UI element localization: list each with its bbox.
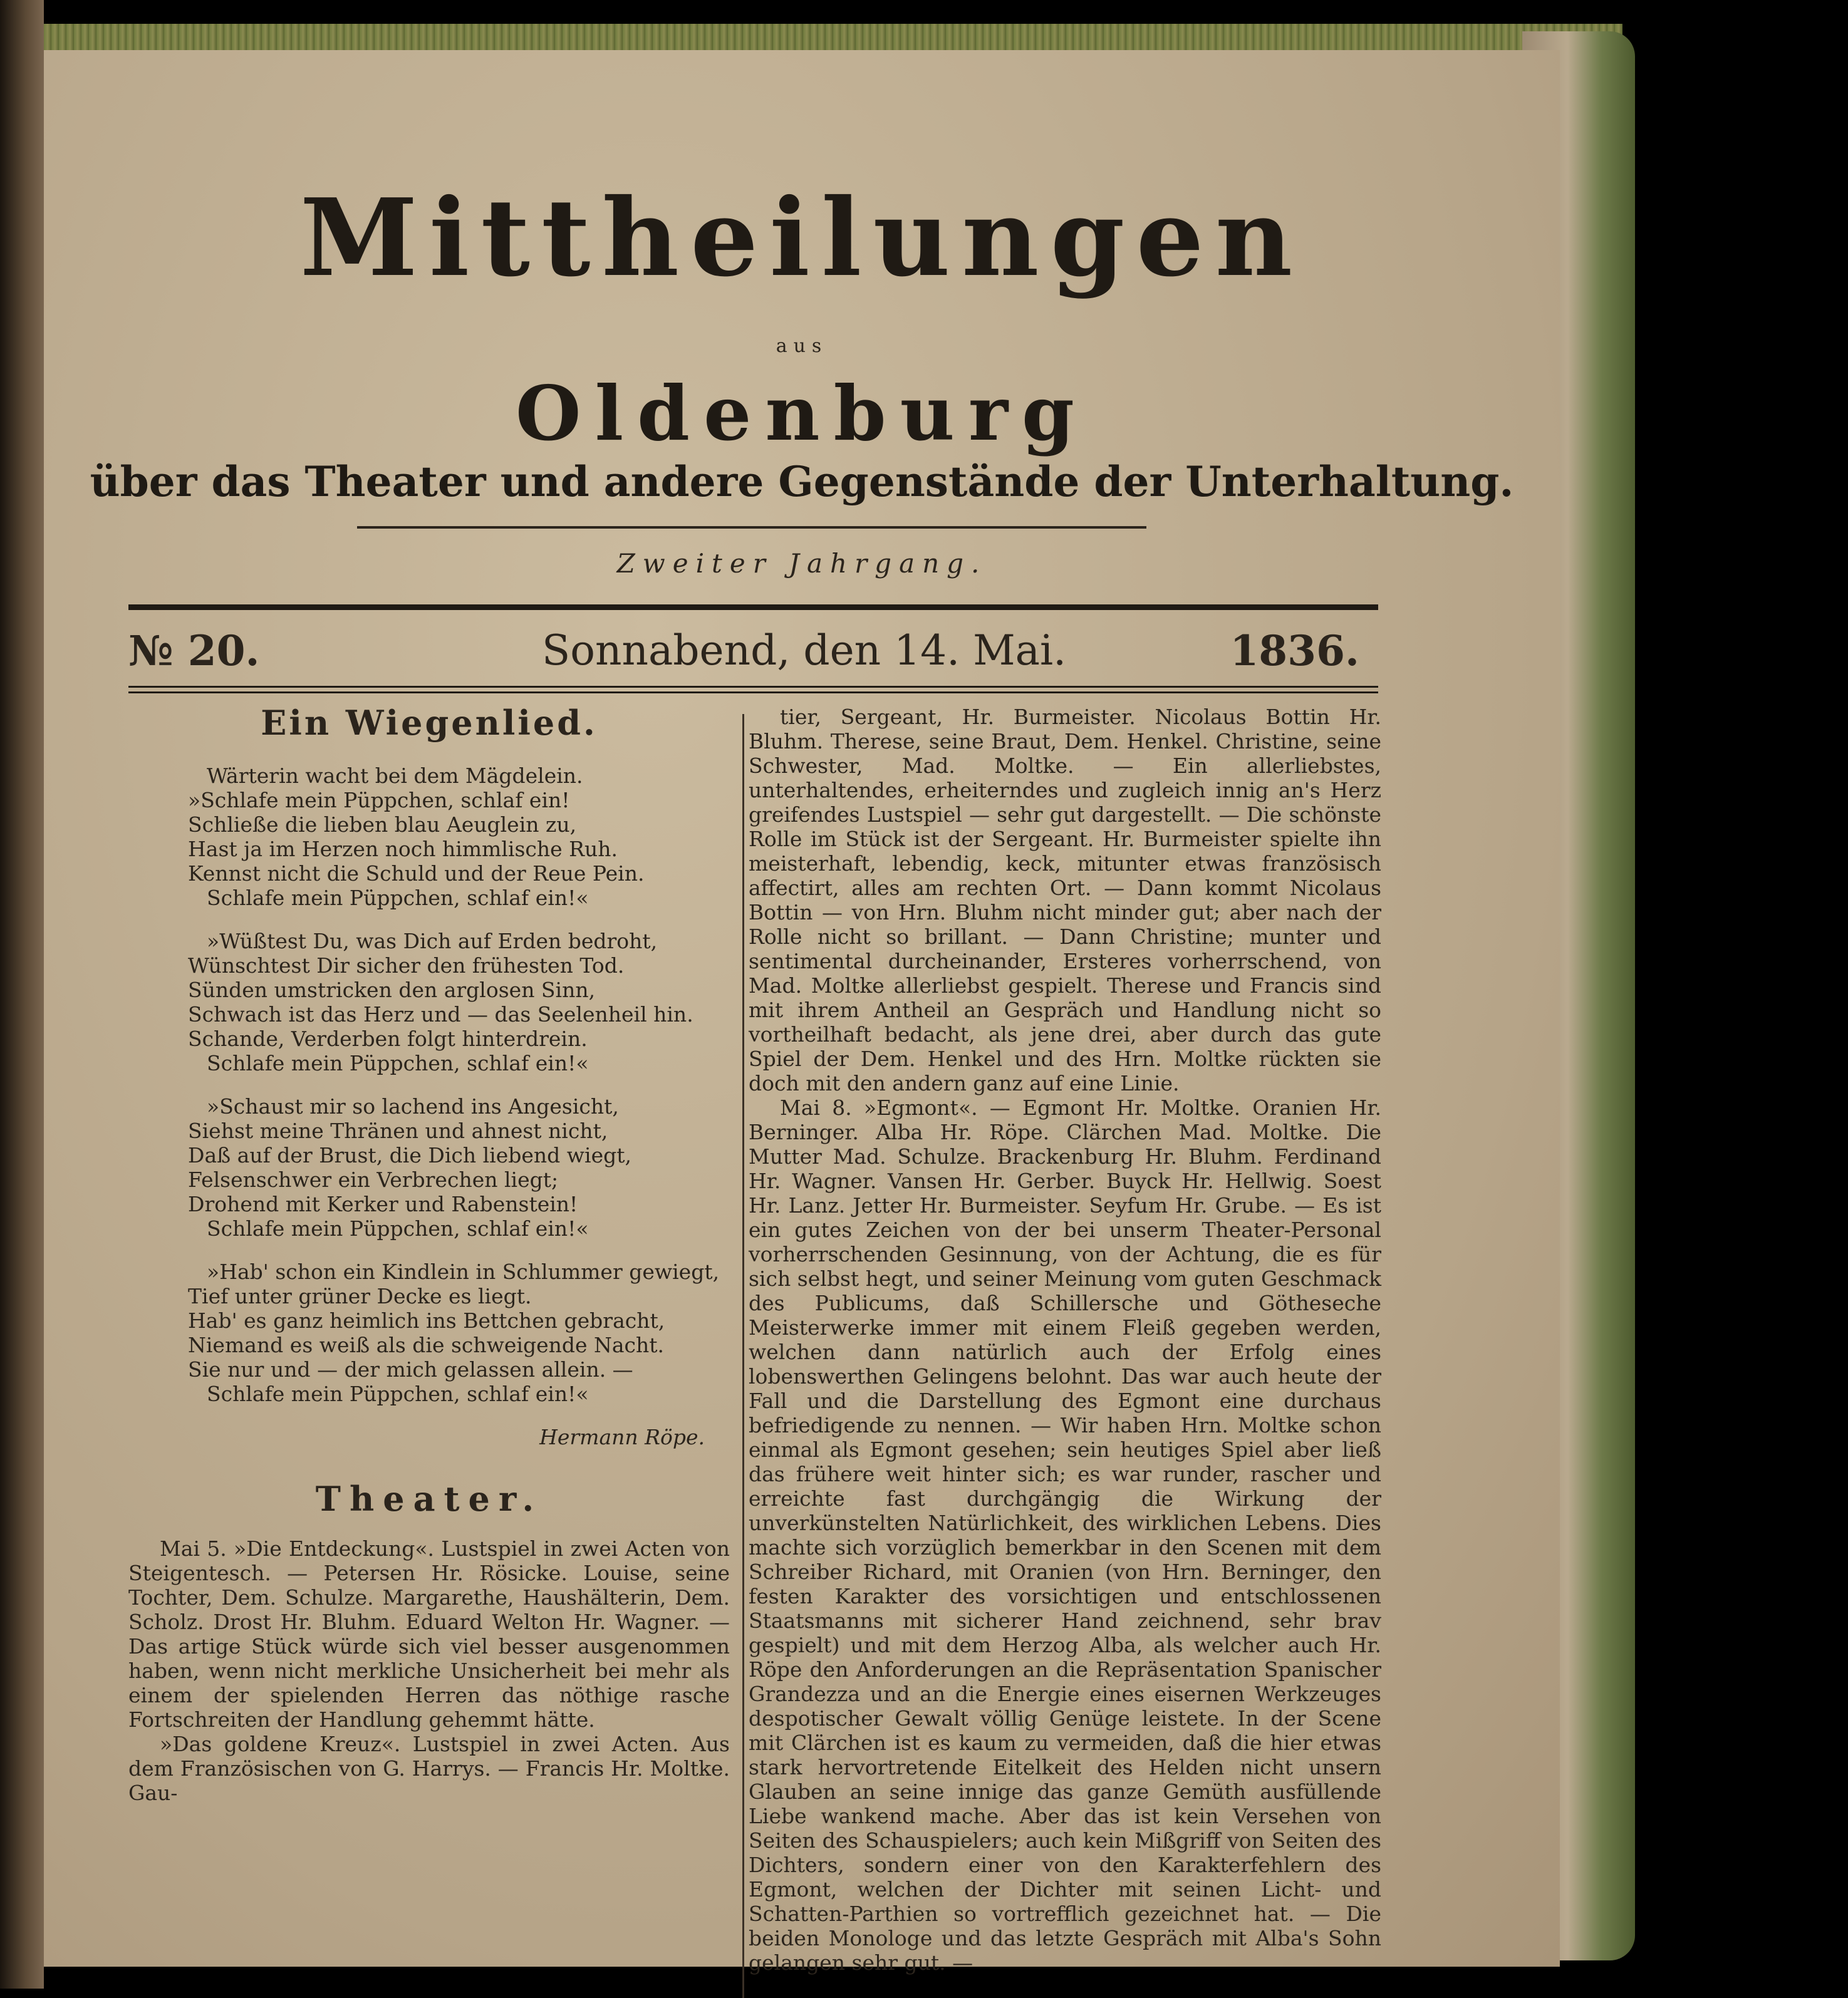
poem-line: »Schlafe mein Püppchen, schlaf ein!: [188, 788, 570, 812]
poem-line: Schlafe mein Püppchen, schlaf ein!«: [207, 1216, 589, 1241]
poem-line: Schlafe mein Püppchen, schlaf ein!«: [207, 1382, 589, 1406]
poem-line: »Hab' schon ein Kindlein in Schlummer gewiegt,: [207, 1260, 720, 1284]
left-column: [128, 703, 730, 1805]
poem-line: Schließe die lieben blau Aeuglein zu,: [188, 812, 577, 837]
dateline-top-rule: [128, 604, 1378, 610]
poem-line: Schande, Verderben folgt hinterdrein.: [188, 1027, 588, 1051]
theater-left-text: [128, 1536, 730, 1805]
poem-line: Daß auf der Brust, die Dich liebend wiegt,: [188, 1143, 631, 1167]
poem-line: Sünden umstricken den arglosen Sinn,: [188, 978, 596, 1002]
dateline: [128, 626, 1378, 689]
book-spine: [0, 0, 44, 1989]
poem-line: Niemand es weiß als die schweigende Nacht.: [188, 1333, 665, 1357]
volume-label: Zweiter Jahrgang.: [616, 548, 987, 579]
newspaper-page: [44, 50, 1560, 1975]
poem-line: Drohend mit Kerker und Rabenstein!: [188, 1192, 578, 1216]
masthead-aus: aus: [776, 335, 828, 357]
poem-line: Tief unter grüner Decke es liegt.: [188, 1284, 532, 1308]
issue-date: Sonnabend, den 14. Mai.: [542, 626, 1067, 675]
masthead-rule: [357, 526, 1146, 529]
poem-line: Wünschtest Dir sicher den frühesten Tod.: [188, 953, 625, 978]
masthead-subtitle: über das Theater und andere Gegenstände der Unterhaltung.: [90, 457, 1514, 506]
text-paragraph: Mai 5. »Die Entdeckung«. Lustspiel in zwei Acten von Steigentesch. — Petersen Hr. Rösicke. Louise, seine Tochter, Dem. Schulze. Margarethe, Haushälterin, Dem. Scholz. Drost Hr. Bluhm. Eduard Welton Hr. Wagner. — Das artige Stück würde sich viel besser ausgenommen haben, wenn nicht merkliche Unsicherheit bei mehr als einem der spielenden Herren das nöthige rasche Fortschreiten der Handlung gehemmt hätte.: [128, 1536, 730, 1732]
text-paragraph: tier, Sergeant, Hr. Burmeister. Nicolaus Bottin Hr. Bluhm. Therese, seine Braut, Dem. Henkel. Christine, seine Schwester, Mad. Moltke. — Ein allerliebstes, unterhaltendes, erheiterndes und zugleich innig an's Herz greifendes Lustspiel — sehr gut dargestellt. — Die schönste Rolle im Stück ist der Sergeant. Hr. Burmeister spielte ihn meisterhaft, lebendig, keck, mitunter etwas französisch affectirt, alles am rechten Ort. — Dann kommt Nicolaus Bottin — von Hrn. Bluhm nicht minder gut; aber nach der Rolle nicht so brillant. — Dann Christine; munter und sentimental durcheinander, Ersteres vorherrschend, von Mad. Moltke allerliebst gespielt. Therese und Francis sind mit ihrem Antheil an Gespräch und Handlung nicht so vortheilhaft bedacht, als jene drei, aber durch das gute Spiel der Dem. Henkel und des Hrn. Moltke rückten sie doch mit den andern ganz auf eine Linie.: [749, 705, 1381, 1095]
poem-stanza: [188, 1094, 730, 1241]
poem-stanza: [188, 763, 730, 910]
poem-title: Ein Wiegenlied.: [261, 703, 598, 743]
poem-author: Hermann Röpe.: [539, 1425, 705, 1449]
column-divider: [742, 714, 744, 1998]
poem-line: »Wüßtest Du, was Dich auf Erden bedroht,: [207, 929, 658, 953]
poem-line: Hast ja im Herzen noch himmlische Ruh.: [188, 837, 618, 861]
poem-line: Hab' es ganz heimlich ins Bettchen gebracht,: [188, 1308, 665, 1333]
theater-title: Theater.: [315, 1479, 543, 1519]
issue-number: № 20.: [128, 626, 260, 675]
poem-line: Schlafe mein Püppchen, schlaf ein!«: [207, 886, 589, 910]
poem-line: Schlafe mein Püppchen, schlaf ein!«: [207, 1051, 589, 1075]
poem-line: Felsenschwer ein Verbrechen liegt;: [188, 1167, 559, 1192]
dateline-bottom-rule: [128, 686, 1378, 693]
poem-stanza: [188, 929, 730, 1075]
theater-right-text: [749, 705, 1381, 1975]
masthead-title: Mittheilungen: [299, 175, 1304, 301]
poem-line: Wärterin wacht bei dem Mägdelein.: [207, 763, 583, 788]
poem-line: Kennst nicht die Schuld und der Reue Pein.: [188, 861, 645, 886]
poem-stanza: [188, 1260, 730, 1406]
masthead-city: Oldenburg: [516, 370, 1088, 458]
poem-line: Sie nur und — der mich gelassen allein. —: [188, 1357, 633, 1382]
poem-line: Schwach ist das Herz und — das Seelenheil hin.: [188, 1002, 693, 1027]
poem-body: [188, 763, 730, 1406]
issue-year: 1836.: [1230, 626, 1359, 675]
text-paragraph: Mai 8. »Egmont«. — Egmont Hr. Moltke. Oranien Hr. Berninger. Alba Hr. Röpe. Clärchen Mad. Moltke. Die Mutter Mad. Schulze. Brackenburg Hr. Bluhm. Ferdinand Hr. Wagner. Vansen Hr. Gerber. Buyck Hr. Hellwig. Soest Hr. Lanz. Jetter Hr. Burmeister. Seyfum Hr. Grube. — Es ist ein gutes Zeichen von der bei unserm Theater-Personal vorherrschenden Gesinnung, von der Achtung, die es für sich selbst hegt, und seiner Meinung vom guten Geschmack des Publicums, daß Schillersche und Götheseche Meisterwerke immer mit einem Fleiß gegeben werden, welchen dann natürlich auch der Erfolg eines lobenswerthen Gelingens belohnt. Das war auch heute der Fall und die Darstellung des Egmont eine durchaus befriedigende zu nennen. — Wir haben Hrn. Moltke schon einmal als Egmont gesehen; sein heutiges Spiel aber ließ das frühere weit hinter sich; es war runder, rascher und erreichte fast durchgängig die Wirkung der unverkünstelten Natürlichkeit, des wirklichen Lebens. Dies machte sich vorzüglich bemerkbar in den Scenen mit dem Schreiber Richard, mit Oranien (von Hrn. Berninger, den festen Karakter des vorsichtigen und entschlossenen Staatsmanns mit sicherer Hand zeichnend, sehr brav gespielt) und mit dem Herzog Alba, als welcher auch Hr. Röpe den Anforderungen an die Repräsentation Spanischer Grandezza und an die Energie eines eisernen Werkzeuges despotischer Gewalt völlig Genüge leistete. In der Scene mit Clärchen ist es kaum zu vermeiden, daß die hier etwas stark hervortretende Eitelkeit des Helden nicht unsern Glauben an seine innige das ganze Gemüth ausfüllende Liebe wankend mache. Aber das ist kein Versehen von Seiten des Schauspielers; auch kein Mißgriff von Seiten des Dichters, sondern einer von den Karakterfehlern des Egmont, welchen der Dichter mit seinen Licht- und Schatten-Parthien so vortrefflich gezeichnet hat. — Die beiden Monologe und das letzte Gespräch mit Alba's Sohn gelangen sehr gut. —: [749, 1095, 1381, 1975]
poem-line: Siehst meine Thränen und ahnest nicht,: [188, 1119, 608, 1143]
text-paragraph: »Das goldene Kreuz«. Lustspiel in zwei Acten. Aus dem Französischen von G. Harrys. — Francis Hr. Moltke. Gau-: [128, 1732, 730, 1805]
poem-line: »Schaust mir so lachend ins Angesicht,: [207, 1094, 619, 1119]
right-column: [749, 705, 1381, 1975]
